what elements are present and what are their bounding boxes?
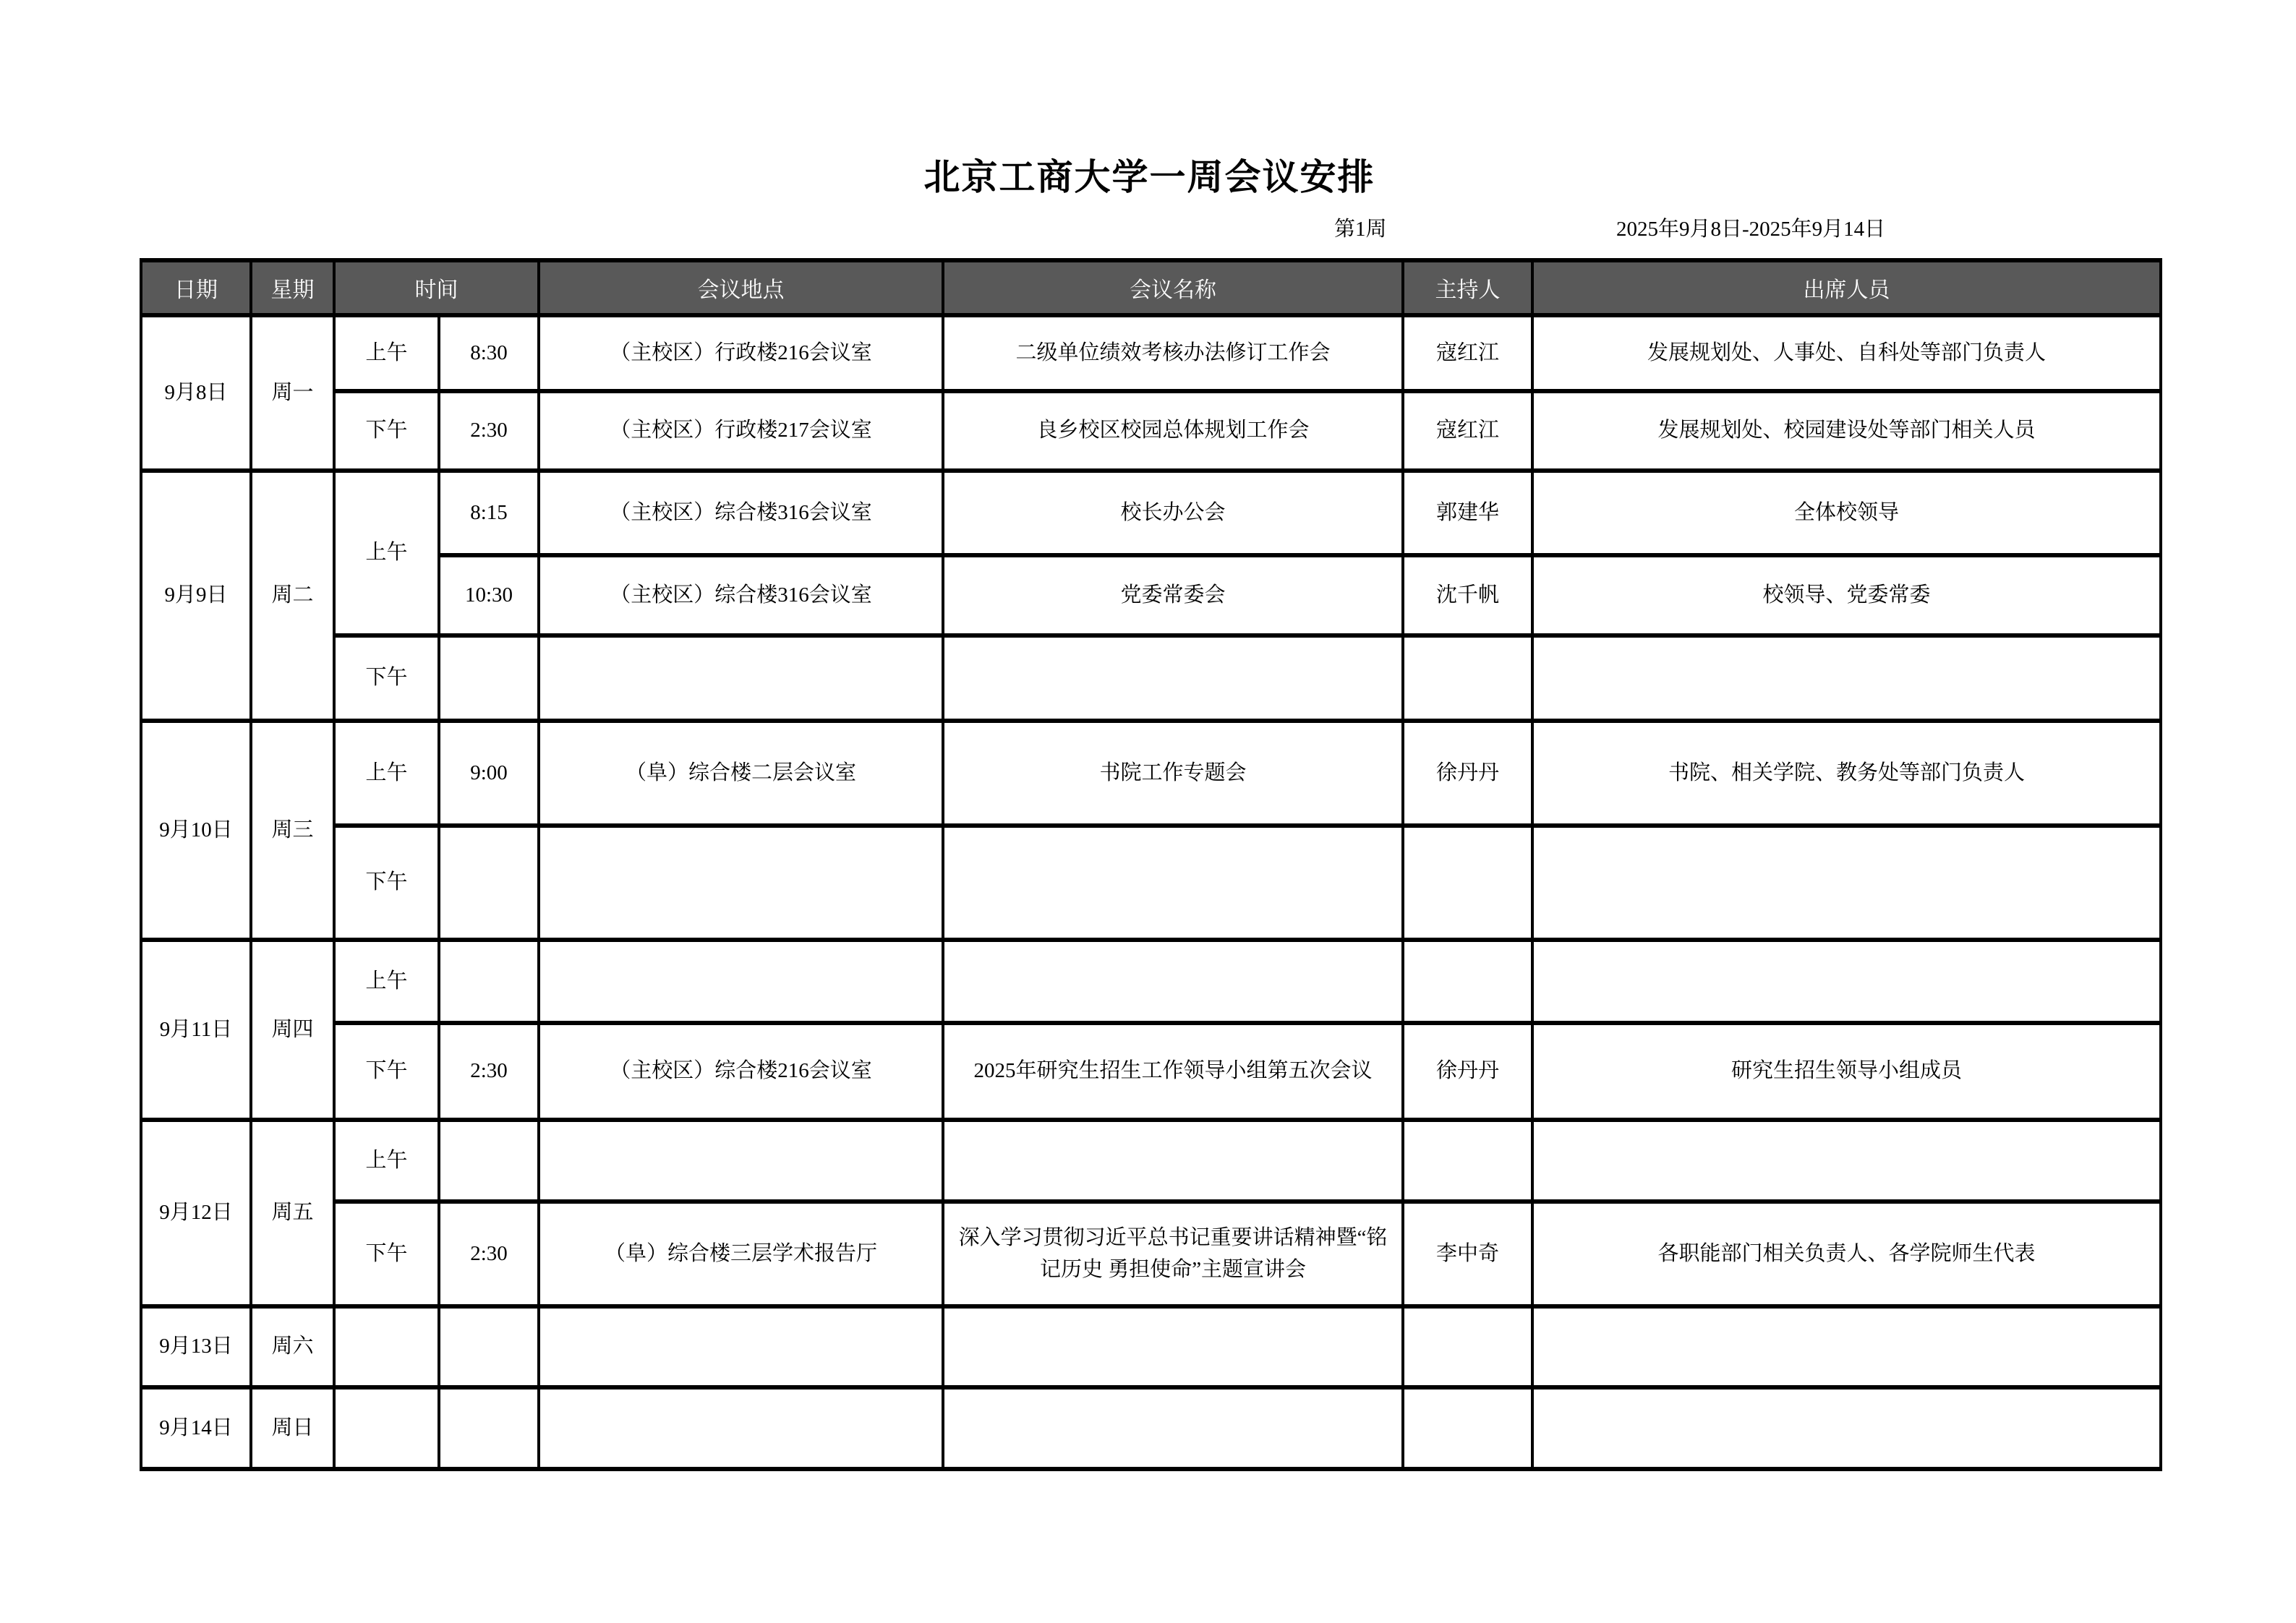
date-cell: 9月8日 [141, 315, 251, 471]
time-cell: 8:30 [439, 315, 539, 391]
meeting-cell [943, 635, 1403, 721]
meeting-cell [943, 940, 1403, 1023]
attendees-cell: 发展规划处、校园建设处等部门相关人员 [1532, 391, 2161, 471]
attendees-cell: 书院、相关学院、教务处等部门负责人 [1532, 721, 2161, 826]
host-cell [1403, 1120, 1532, 1202]
period-cell: 下午 [334, 391, 439, 471]
table-row [141, 1023, 2161, 1120]
time-cell [439, 1306, 539, 1387]
host-cell [1403, 1387, 1532, 1469]
table-row [141, 1306, 2161, 1387]
col-header-weekday: 星期 [251, 260, 334, 315]
table-row [141, 826, 2161, 940]
host-cell: 沈千帆 [1403, 555, 1532, 635]
period-cell: 下午 [334, 1023, 439, 1120]
location-cell: （主校区）行政楼217会议室 [539, 391, 943, 471]
attendees-cell: 发展规划处、人事处、自科处等部门负责人 [1532, 315, 2161, 391]
meeting-cell [943, 826, 1403, 940]
attendees-cell [1532, 1387, 2161, 1469]
time-cell: 10:30 [439, 555, 539, 635]
meeting-cell: 党委常委会 [943, 555, 1403, 635]
attendees-cell [1532, 940, 2161, 1023]
location-cell [539, 1306, 943, 1387]
col-header-time: 时间 [334, 260, 539, 315]
period-cell: 下午 [334, 635, 439, 721]
host-cell: 寇红江 [1403, 315, 1532, 391]
time-cell [439, 635, 539, 721]
table-row [141, 315, 2161, 391]
table-row [141, 1120, 2161, 1202]
date-cell: 9月13日 [141, 1306, 251, 1387]
time-cell: 9:00 [439, 721, 539, 826]
time-cell [439, 826, 539, 940]
date-cell: 9月10日 [141, 721, 251, 940]
date-cell: 9月11日 [141, 940, 251, 1120]
time-cell: 2:30 [439, 391, 539, 471]
table-row [141, 940, 2161, 1023]
location-cell: （主校区）综合楼216会议室 [539, 1023, 943, 1120]
schedule-table [140, 258, 2162, 1471]
location-cell [539, 1120, 943, 1202]
location-cell [539, 940, 943, 1023]
time-cell [439, 1120, 539, 1202]
table-row [141, 391, 2161, 471]
time-cell: 2:30 [439, 1202, 539, 1306]
location-cell [539, 826, 943, 940]
time-cell [439, 940, 539, 1023]
attendees-cell: 校领导、党委常委 [1532, 555, 2161, 635]
meeting-cell [943, 1306, 1403, 1387]
location-cell: （阜）综合楼二层会议室 [539, 721, 943, 826]
meeting-cell [943, 1387, 1403, 1469]
table-row [141, 721, 2161, 826]
table-row [141, 1202, 2161, 1306]
table-row [141, 1387, 2161, 1469]
weekday-cell: 周五 [251, 1120, 334, 1306]
weekday-cell: 周二 [251, 471, 334, 721]
host-cell: 李中奇 [1403, 1202, 1532, 1306]
attendees-cell [1532, 826, 2161, 940]
period-cell: 上午 [334, 1120, 439, 1202]
host-cell: 徐丹丹 [1403, 721, 1532, 826]
date-cell: 9月14日 [141, 1387, 251, 1469]
col-header-host: 主持人 [1403, 260, 1532, 315]
meeting-cell: 良乡校区校园总体规划工作会 [943, 391, 1403, 471]
host-cell [1403, 1306, 1532, 1387]
page-title: 北京工商大学一周会议安排 [923, 157, 1375, 197]
location-cell: （主校区）行政楼216会议室 [539, 315, 943, 391]
meeting-cell: 2025年研究生招生工作领导小组第五次会议 [943, 1023, 1403, 1120]
period-cell: 下午 [334, 826, 439, 940]
col-header-date: 日期 [141, 260, 251, 315]
period-cell: 上午 [334, 315, 439, 391]
weekday-cell: 周日 [251, 1387, 334, 1469]
period-cell [334, 1306, 439, 1387]
host-cell [1403, 940, 1532, 1023]
period-cell: 上午 [334, 471, 439, 635]
attendees-cell [1532, 1120, 2161, 1202]
attendees-cell: 各职能部门相关负责人、各学院师生代表 [1532, 1202, 2161, 1306]
weekday-cell: 周一 [251, 315, 334, 471]
host-cell: 寇红江 [1403, 391, 1532, 471]
host-cell [1403, 635, 1532, 721]
location-cell [539, 1387, 943, 1469]
meeting-cell: 校长办公会 [943, 471, 1403, 555]
weekday-cell: 周三 [251, 721, 334, 940]
date-cell: 9月12日 [141, 1120, 251, 1306]
table-header-row [141, 260, 2161, 315]
host-cell [1403, 826, 1532, 940]
host-cell: 徐丹丹 [1403, 1023, 1532, 1120]
location-cell: （阜）综合楼三层学术报告厅 [539, 1202, 943, 1306]
period-cell [334, 1387, 439, 1469]
period-cell: 下午 [334, 1202, 439, 1306]
time-cell [439, 1387, 539, 1469]
location-cell: （主校区）综合楼316会议室 [539, 555, 943, 635]
location-cell [539, 635, 943, 721]
col-header-meeting: 会议名称 [943, 260, 1403, 315]
col-header-location: 会议地点 [539, 260, 943, 315]
date-cell: 9月9日 [141, 471, 251, 721]
table-row [141, 471, 2161, 555]
meeting-cell [943, 1120, 1403, 1202]
col-header-attendees: 出席人员 [1532, 260, 2161, 315]
attendees-cell: 全体校领导 [1532, 471, 2161, 555]
meeting-cell: 书院工作专题会 [943, 721, 1403, 826]
period-cell: 上午 [334, 940, 439, 1023]
time-cell: 8:15 [439, 471, 539, 555]
date-range: 2025年9月8日-2025年9月14日 [1616, 218, 1886, 241]
table-row [141, 555, 2161, 635]
table-row [141, 635, 2161, 721]
period-cell: 上午 [334, 721, 439, 826]
week-label: 第1周 [1334, 218, 1387, 241]
time-cell: 2:30 [439, 1023, 539, 1120]
weekday-cell: 周四 [251, 940, 334, 1120]
meeting-cell: 二级单位绩效考核办法修订工作会 [943, 315, 1403, 391]
weekday-cell: 周六 [251, 1306, 334, 1387]
host-cell: 郭建华 [1403, 471, 1532, 555]
attendees-cell: 研究生招生领导小组成员 [1532, 1023, 2161, 1120]
attendees-cell [1532, 635, 2161, 721]
attendees-cell [1532, 1306, 2161, 1387]
location-cell: （主校区）综合楼316会议室 [539, 471, 943, 555]
meeting-cell: 深入学习贯彻习近平总书记重要讲话精神暨“铭记历史 勇担使命”主题宣讲会 [943, 1202, 1403, 1306]
